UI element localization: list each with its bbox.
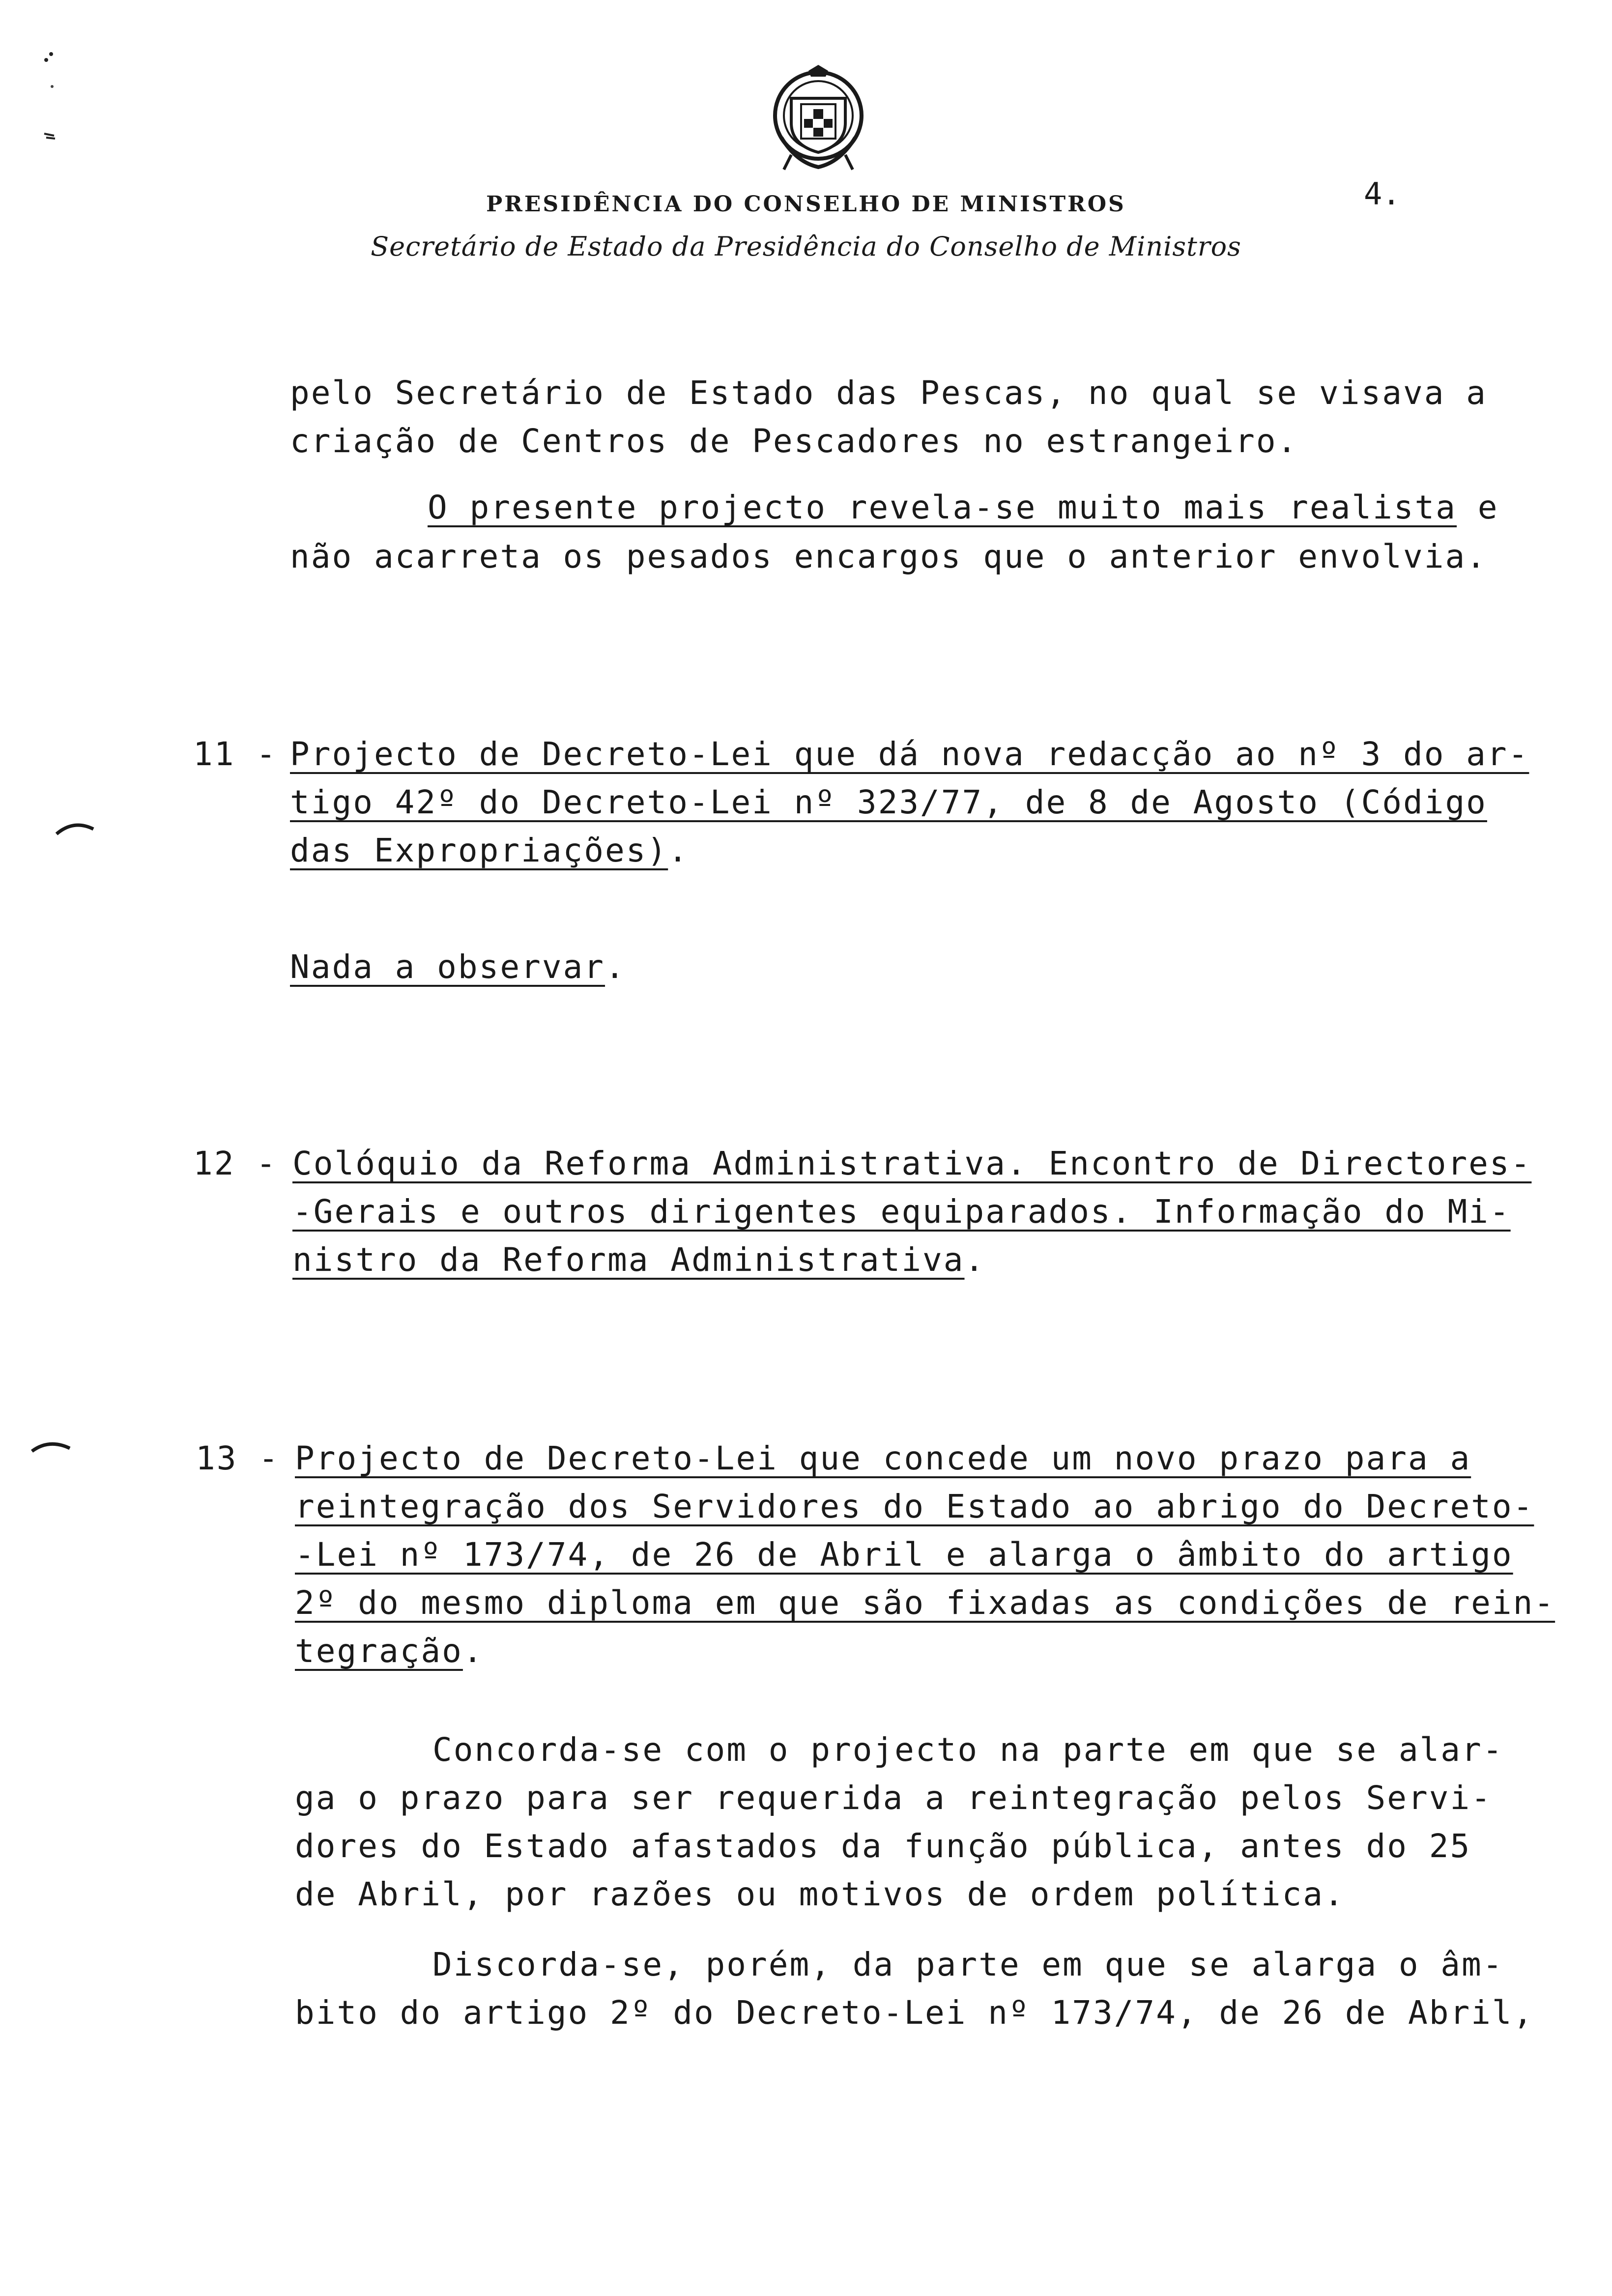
- page-number: 4.: [1364, 176, 1401, 212]
- item-11-number: 11 -: [193, 735, 277, 773]
- intro-paragraph-2-line-2: não acarreta os pesados encargos que o anterior envolvia.: [290, 538, 1487, 575]
- item-12-number: 12 -: [193, 1145, 277, 1182]
- item-13-title-line-5: tegração.: [295, 1632, 484, 1670]
- item-13-title-line-3: -Lei nº 173/74, de 26 de Abril e alarga o âmbito do artigo: [295, 1536, 1513, 1574]
- item-11-title-line-1: Projecto de Decreto-Lei que dá nova redacção ao nº 3 do ar-: [290, 735, 1529, 773]
- item-13-para1-line-4: de Abril, por razões ou motivos de ordem política.: [295, 1875, 1345, 1913]
- item-11-title-line-3: das Expropriações).: [290, 832, 689, 869]
- coat-of-arms-seal: [762, 64, 875, 177]
- intro-line-1: pelo Secretário de Estado das Pescas, no qual se visava a: [290, 374, 1487, 412]
- item-12-title-line-1: Colóquio da Reforma Administrativa. Encontro de Directores-: [292, 1145, 1532, 1182]
- item-13-para2-line-1: Discorda-se, porém, da parte em que se alarga o âm-: [432, 1946, 1504, 1983]
- item-13-para1-line-2: ga o prazo para ser requerida a reintegração pelos Servi-: [295, 1779, 1492, 1817]
- intro-line-2: criação de Centros de Pescadores no estrangeiro.: [290, 422, 1298, 460]
- margin-mark: [54, 818, 98, 838]
- stray-marks: [39, 39, 88, 167]
- item-13-title-line-2: reintegração dos Servidores do Estado ao abrigo do Decreto-: [295, 1488, 1534, 1525]
- underlined-phrase: O presente projecto revela-se muito mais realista: [428, 488, 1457, 526]
- item-12-title-line-2: -Gerais e outros dirigentes equiparados. Informação do Mi-: [292, 1193, 1511, 1231]
- item-11-comment: Nada a observar.: [290, 948, 626, 986]
- item-13-title-line-1: Projecto de Decreto-Lei que concede um novo prazo para a: [295, 1439, 1471, 1477]
- item-12-title-line-3: nistro da Reforma Administrativa.: [292, 1241, 986, 1279]
- margin-mark: [29, 1437, 74, 1457]
- organization-subtitle: Secretário de Estado da Presidência do Conselho de Ministros: [371, 231, 1241, 262]
- item-13-number: 13 -: [196, 1439, 280, 1477]
- item-11-title-line-2: tigo 42º do Decreto-Lei nº 323/77, de 8 de Agosto (Código: [290, 783, 1487, 821]
- organization-title: PRESIDÊNCIA DO CONSELHO DE MINISTROS: [486, 192, 1126, 217]
- intro-paragraph-2-line-1: O presente projecto revela-se muito mais realista e: [428, 488, 1499, 526]
- item-13-para1-line-1: Concorda-se com o projecto na parte em que se alar-: [432, 1731, 1504, 1769]
- item-13-title-line-4: 2º do mesmo diploma em que são fixadas as condições de rein-: [295, 1584, 1555, 1622]
- item-13-para1-line-3: dores do Estado afastados da função pública, antes do 25: [295, 1827, 1471, 1865]
- item-13-para2-line-2: bito do artigo 2º do Decreto-Lei nº 173/74, de 26 de Abril,: [295, 1994, 1534, 2032]
